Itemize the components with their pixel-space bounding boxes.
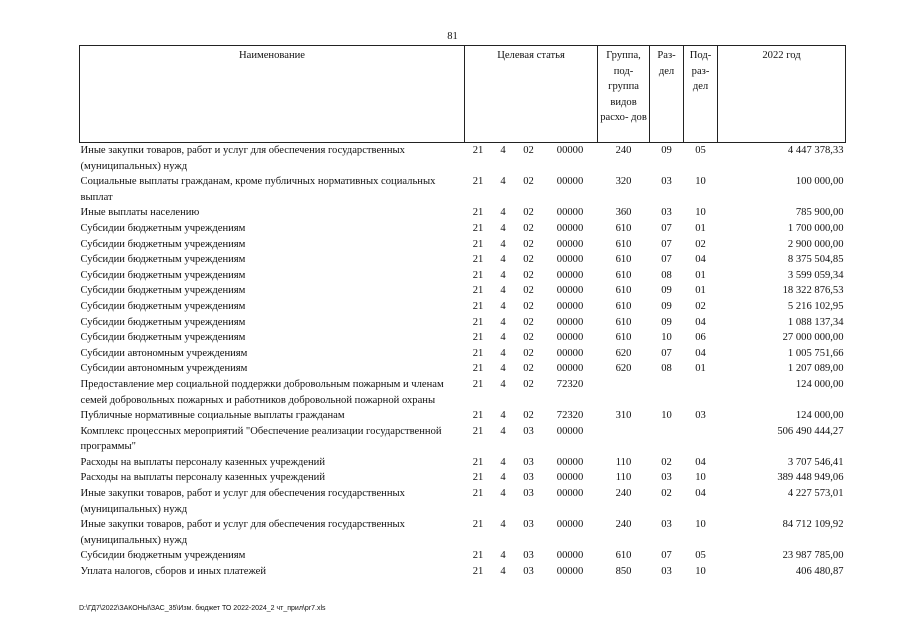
table-row: [80, 221, 846, 237]
cell-group: 610: [615, 300, 632, 312]
cell-c3: 03: [523, 550, 534, 562]
cell-c3: 02: [523, 332, 534, 344]
cell-c1: 21: [472, 550, 484, 562]
cell-group: 320: [615, 176, 632, 188]
cell-c2: 4: [500, 347, 506, 359]
cell-c2: 4: [500, 456, 506, 468]
cell-sum: 4 227 573,01: [787, 488, 844, 500]
cell-section: 07: [661, 238, 672, 250]
cell-sum: 389 448 949,06: [777, 472, 844, 484]
cell-c2: 4: [500, 269, 506, 281]
cell-c2: 4: [500, 300, 506, 312]
page-number: 81: [447, 31, 458, 42]
cell-c4: 00000: [556, 316, 584, 328]
cell-c4: 00000: [556, 363, 584, 375]
cell-sub: 10: [695, 207, 706, 219]
cell-c3: 03: [523, 488, 534, 500]
cell-c4: 00000: [556, 176, 584, 188]
cell-sub: 01: [695, 363, 706, 375]
cell-group: 360: [615, 207, 632, 219]
cell-sum: 27 000 000,00: [782, 332, 844, 344]
cell-sub: 05: [695, 550, 706, 562]
cell-section: 07: [661, 347, 672, 359]
table-row: [80, 330, 846, 346]
cell-section: 02: [661, 488, 672, 500]
table-body: [80, 143, 846, 580]
cell-name: Субсидии бюджетным учреждениям: [80, 222, 246, 234]
cell-sub: 05: [695, 145, 706, 156]
cell-c3: 02: [523, 363, 534, 375]
cell-group: 620: [615, 363, 632, 375]
cell-c3: 03: [523, 425, 534, 437]
cell-name: Субсидии бюджетным учреждениям: [80, 300, 246, 312]
cell-name: Иные выплаты населению: [80, 207, 200, 219]
cell-c4: 72320: [556, 410, 584, 422]
cell-sum: 3 707 546,41: [787, 456, 844, 468]
cell-sum: 406 480,87: [795, 566, 844, 578]
cell-group: [598, 424, 650, 455]
cell-c3: 03: [523, 456, 534, 468]
cell-group: 240: [615, 519, 632, 531]
cell-c2: 4: [500, 378, 506, 390]
cell-c1: 21: [472, 269, 484, 281]
table-row: [80, 237, 846, 253]
cell-c1: 21: [472, 347, 484, 359]
table-row: [80, 283, 846, 299]
cell-c2: 4: [500, 472, 506, 484]
cell-c2: 4: [500, 566, 506, 578]
cell-group: 240: [615, 488, 632, 500]
cell-c4: 00000: [556, 472, 584, 484]
header-year: 2022 год: [718, 46, 846, 143]
cell-c1: 21: [472, 519, 484, 531]
cell-c1: 21: [472, 222, 484, 234]
cell-sub: 01: [695, 269, 706, 281]
cell-c2: 4: [500, 145, 506, 156]
cell-name: Комплекс процессных мероприятий "Обеспечение реализации государственной программы": [80, 425, 442, 453]
cell-group: 240: [615, 145, 632, 156]
cell-c2: 4: [500, 285, 506, 297]
cell-c1: 21: [472, 316, 484, 328]
cell-group: 310: [615, 410, 632, 422]
table-row: [80, 315, 846, 331]
cell-c2: 4: [500, 425, 506, 437]
header-subsection: Под- раз- дел: [684, 46, 718, 143]
cell-c3: 02: [523, 176, 534, 188]
cell-name: Публичные нормативные социальные выплаты гражданам: [80, 410, 345, 422]
cell-c3: 02: [523, 300, 534, 312]
cell-c1: 21: [472, 300, 484, 312]
cell-c3: 02: [523, 347, 534, 359]
cell-section: 07: [661, 254, 672, 266]
cell-c4: 00000: [556, 300, 584, 312]
cell-c4: 00000: [556, 269, 584, 281]
cell-name: Иные закупки товаров, работ и услуг для обеспечения государственных (муниципальных) нужд: [80, 488, 405, 515]
cell-sub: 03: [695, 410, 706, 422]
cell-sum: 84 712 109,92: [782, 519, 844, 531]
cell-c4: 00000: [556, 238, 584, 250]
cell-c1: 21: [472, 332, 484, 344]
cell-c4: 72320: [556, 378, 584, 390]
cell-c2: 4: [500, 254, 506, 266]
cell-section: [650, 377, 684, 408]
cell-group: 610: [615, 285, 632, 297]
cell-section: 09: [661, 316, 672, 328]
cell-section: [650, 424, 684, 455]
table-row: [80, 517, 846, 548]
cell-group: 610: [615, 332, 632, 344]
cell-name: Субсидии бюджетным учреждениям: [80, 238, 246, 250]
cell-c2: 4: [500, 519, 506, 531]
cell-sub: 02: [695, 238, 706, 250]
cell-section: 10: [661, 332, 672, 344]
cell-name: Предоставление мер социальной поддержки добровольным пожарным и членам семей добровольных пожарных и работников добровольной пожарной охраны: [80, 378, 444, 406]
cell-c1: 21: [472, 378, 484, 390]
table-row: [80, 408, 846, 424]
table-row: [80, 174, 846, 205]
cell-group: 610: [615, 269, 632, 281]
cell-section: 03: [661, 207, 672, 219]
cell-sum: 124 000,00: [795, 378, 844, 390]
cell-name: Иные закупки товаров, работ и услуг для обеспечения государственных (муниципальных) нужд: [80, 145, 405, 172]
cell-c4: 00000: [556, 488, 584, 500]
cell-section: 09: [661, 145, 672, 156]
cell-sum: 4 447 378,33: [787, 145, 844, 156]
cell-name: Субсидии бюджетным учреждениям: [80, 316, 246, 328]
cell-section: 08: [661, 363, 672, 375]
cell-c2: 4: [500, 488, 506, 500]
table-row: [80, 564, 846, 580]
table-row: [80, 455, 846, 471]
cell-section: 07: [661, 222, 672, 234]
cell-sum: 506 490 444,27: [777, 425, 844, 437]
cell-sum: 5 216 102,95: [787, 300, 844, 312]
cell-group: 110: [615, 456, 632, 468]
cell-section: 03: [661, 519, 672, 531]
cell-c1: 21: [472, 145, 484, 156]
cell-name: Субсидии бюджетным учреждениям: [80, 550, 246, 562]
cell-group: 610: [615, 550, 632, 562]
cell-c3: 02: [523, 207, 534, 219]
cell-sum: 1 207 089,00: [787, 363, 844, 375]
cell-sub: 04: [695, 456, 706, 468]
cell-c2: 4: [500, 238, 506, 250]
cell-sub: 04: [695, 316, 706, 328]
cell-sum: 1 088 137,34: [787, 316, 844, 328]
cell-c3: 02: [523, 222, 534, 234]
cell-sum: 1 700 000,00: [787, 222, 844, 234]
cell-name: Социальные выплаты гражданам, кроме публичных нормативных социальных выплат: [80, 176, 436, 203]
cell-c1: 21: [472, 456, 484, 468]
cell-group: 610: [615, 316, 632, 328]
cell-c4: 00000: [556, 332, 584, 344]
cell-sub: 01: [695, 222, 706, 234]
cell-c4: 00000: [556, 222, 584, 234]
cell-c3: 03: [523, 519, 534, 531]
cell-sub: 04: [695, 254, 706, 266]
cell-c4: 00000: [556, 550, 584, 562]
cell-sum: 23 987 785,00: [782, 550, 844, 562]
cell-c4: 00000: [556, 285, 584, 297]
cell-group: 850: [615, 566, 632, 578]
cell-group: 620: [615, 347, 632, 359]
table-row: [80, 268, 846, 284]
cell-c3: 02: [523, 378, 534, 390]
cell-c2: 4: [500, 207, 506, 219]
cell-c3: 02: [523, 285, 534, 297]
table-row: [80, 205, 846, 221]
cell-c3: 02: [523, 254, 534, 266]
cell-section: 09: [661, 300, 672, 312]
cell-c1: 21: [472, 410, 484, 422]
cell-sub: [684, 377, 718, 408]
cell-c1: 21: [472, 207, 484, 219]
table-row: [80, 548, 846, 564]
cell-name: Субсидии автономным учреждениям: [80, 363, 248, 375]
cell-c2: 4: [500, 363, 506, 375]
cell-section: 02: [661, 456, 672, 468]
table-row: [80, 361, 846, 377]
cell-sub: 10: [695, 566, 706, 578]
cell-c2: 4: [500, 410, 506, 422]
cell-sub: 02: [695, 300, 706, 312]
cell-c1: 21: [472, 472, 484, 484]
cell-sub: 01: [695, 285, 706, 297]
header-target: Целевая статья: [465, 46, 598, 143]
cell-c4: 00000: [556, 207, 584, 219]
cell-c4: 00000: [556, 456, 584, 468]
cell-c3: 02: [523, 269, 534, 281]
cell-section: 03: [661, 566, 672, 578]
cell-c4: 00000: [556, 254, 584, 266]
cell-group: 110: [615, 472, 632, 484]
cell-c2: 4: [500, 332, 506, 344]
cell-c4: 00000: [556, 347, 584, 359]
cell-c3: 02: [523, 238, 534, 250]
cell-section: 08: [661, 269, 672, 281]
cell-c1: 21: [472, 488, 484, 500]
cell-sum: 2 900 000,00: [787, 238, 844, 250]
cell-name: Субсидии бюджетным учреждениям: [80, 285, 246, 297]
cell-c2: 4: [500, 550, 506, 562]
cell-c4: 00000: [556, 425, 584, 437]
header-group: Группа, под- группа видов расхо- дов: [598, 46, 650, 143]
table-row: [80, 486, 846, 517]
cell-sub: 04: [695, 488, 706, 500]
cell-c1: 21: [472, 254, 484, 266]
cell-sub: 04: [695, 347, 706, 359]
cell-c1: 21: [472, 238, 484, 250]
cell-sum: 1 005 751,66: [787, 347, 844, 359]
cell-name: Иные закупки товаров, работ и услуг для обеспечения государственных (муниципальных) нужд: [80, 519, 405, 546]
cell-c2: 4: [500, 316, 506, 328]
cell-name: Субсидии бюджетным учреждениям: [80, 269, 246, 281]
cell-sub: 10: [695, 472, 706, 484]
table-row: [80, 252, 846, 268]
cell-c1: 21: [472, 566, 484, 578]
cell-section: 07: [661, 550, 672, 562]
cell-c1: 21: [472, 176, 484, 188]
cell-c3: 03: [523, 566, 534, 578]
header-name: Наименование: [80, 46, 465, 143]
table-row: [80, 377, 846, 408]
table-row: [80, 470, 846, 486]
cell-c3: 02: [523, 410, 534, 422]
table-row: [80, 143, 846, 175]
cell-c3: 03: [523, 472, 534, 484]
cell-section: 03: [661, 472, 672, 484]
budget-table: [79, 45, 846, 580]
cell-name: Расходы на выплаты персоналу казенных учреждений: [80, 472, 325, 484]
cell-sum: 18 322 876,53: [782, 285, 844, 297]
table-row: [80, 346, 846, 362]
cell-sub: 10: [695, 519, 706, 531]
cell-c3: 02: [523, 145, 534, 156]
cell-sum: 785 900,00: [795, 207, 844, 219]
cell-c4: 00000: [556, 519, 584, 531]
cell-group: 610: [615, 222, 632, 234]
header-section: Раз- дел: [650, 46, 684, 143]
cell-name: Субсидии бюджетным учреждениям: [80, 332, 246, 344]
cell-group: 610: [615, 238, 632, 250]
file-path-footer: D:\ГД7\2022\ЗАКОНЫ\ЗАС_35\Изм. бюджет ТО 2022-2024_2 чт_прил\pr7.xls: [79, 605, 326, 612]
cell-name: Субсидии автономным учреждениям: [80, 347, 248, 359]
cell-sum: 3 599 059,34: [787, 269, 844, 281]
cell-c1: 21: [472, 285, 484, 297]
table-header-row: [80, 46, 846, 143]
cell-c4: 00000: [556, 566, 584, 578]
cell-c2: 4: [500, 176, 506, 188]
cell-sum: 8 375 504,85: [787, 254, 844, 266]
cell-c4: 00000: [556, 145, 584, 156]
cell-group: [598, 377, 650, 408]
cell-section: 09: [661, 285, 672, 297]
cell-c1: 21: [472, 425, 484, 437]
cell-sum: 124 000,00: [795, 410, 844, 422]
cell-sub: 06: [695, 332, 706, 344]
cell-c3: 02: [523, 316, 534, 328]
table-row: [80, 424, 846, 455]
cell-section: 03: [661, 176, 672, 188]
cell-group: 610: [615, 254, 632, 266]
cell-sub: [684, 424, 718, 455]
cell-name: Расходы на выплаты персоналу казенных учреждений: [80, 456, 325, 468]
cell-sub: 10: [695, 176, 706, 188]
cell-c2: 4: [500, 222, 506, 234]
table-row: [80, 299, 846, 315]
cell-name: Субсидии бюджетным учреждениям: [80, 254, 246, 266]
cell-c1: 21: [472, 363, 484, 375]
cell-sum: 100 000,00: [795, 176, 844, 188]
cell-section: 10: [661, 410, 672, 422]
cell-name: Уплата налогов, сборов и иных платежей: [80, 566, 267, 578]
